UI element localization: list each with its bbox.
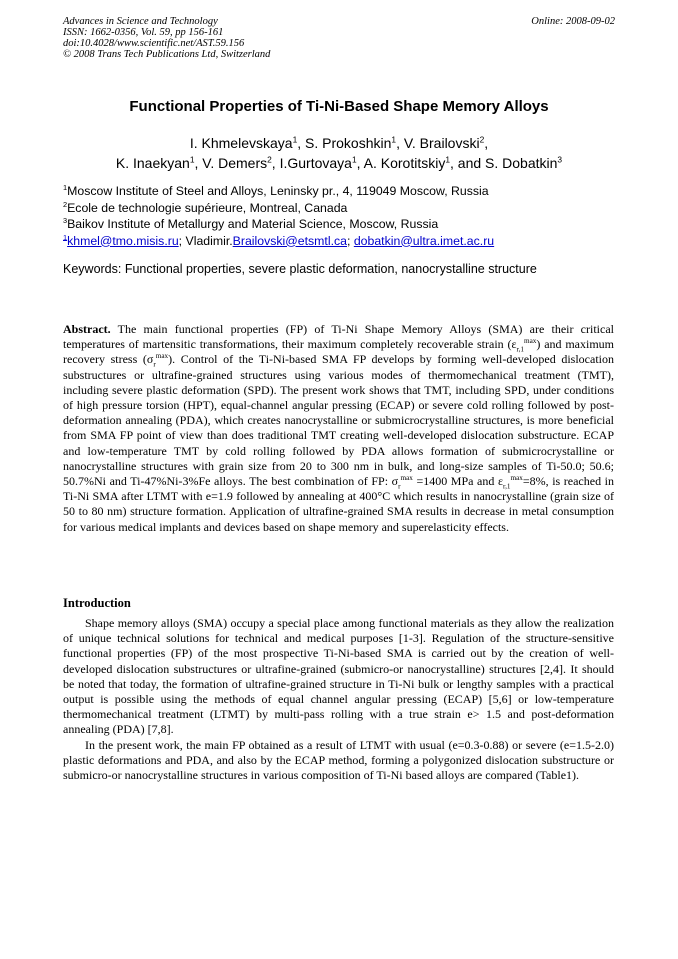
paper-title: Functional Properties of Ti-Ni-Based Shape Memory Alloys xyxy=(129,98,549,115)
journal-header xyxy=(63,16,615,60)
email-line: $^1$khmel@tmo.misis.ru; Vladimir.Brailovski@etsmtl.ca; dobatkin@ultra.imet.ac.ru xyxy=(63,232,495,248)
paragraph: In the present work, the main FP obtained as a result of LTMT with usual (e=0.3-0.88) or severe (e=1.5-2.0) plastic deformations and PDA, and also by the ECAP method, forming a polygonized dislocation substructure or submicro-or nanocrystalline structures in various composition of Ti-Ni based alloys are compared (Table1). xyxy=(63,737,614,783)
copyright-line: © 2008 Trans Tech Publications Ltd, Switzerland xyxy=(63,49,271,60)
doi-line: doi:10.4028/www.scientific.net/AST.59.156 xyxy=(63,38,245,49)
author: I. Khmelevskaya xyxy=(189,135,293,151)
author-affiliation-mark: 1 xyxy=(445,154,451,165)
journal-name: Advances in Science and Technology xyxy=(63,16,218,27)
author: V. Demers xyxy=(202,155,268,171)
author-affiliation-mark: 3 xyxy=(557,154,563,165)
author-affiliation-mark: 2 xyxy=(479,134,485,145)
author: I.Gurtovaya xyxy=(279,155,352,171)
abstract-label: Abstract. xyxy=(63,322,111,336)
abstract: Abstract. The main functional properties (FP) of Ti-Ni Shape Memory Alloys (SMA) are their critical temperatures of martensitic transformations, their maximum completely recoverable strain $(\varepsilon_{r,1}^{max})$ and maximum recovery stress $(\sigma_r^{max})$. Control of the Ti-Ni-based SMA FP develops by forming well-developed dislocation substructures or ultrafine-grained structures using various modes of thermomechanical treatment (TMT), including severe plastic deformation (SPD). The present work shows that TMT, including SPD, under conditions of high pressure torsion (HPT), equal-channel angular pressing (ECAP) or severe cold rolling followed by post-deformation annealing (PDA), which creates nanocrystalline or submicrocrystalline structures, is more beneficial from SMA FP point of view than does traditional TMT creating well-developed dislocation substructure. ECAP and low-temperature TMT by cold rolling followed by PDA allows formation of submicrocrystalline or nanocrystalline structures with grain size from 20 to 300 nm in bulk, and long-size samples of Ti-50.0; 50.6; 50.7%Ni and Ti-47%Ni-3%Fe alloys. The best combination of FP: $\sigma_r^{max} =1400$ MPa and $\varepsilon_{r,1}^{max}=8\%$, is reached in Ti-Ni SMA after LTMT with e=1.9 followed by annealing at 400°C which results in nanocrystalline (grain size of 50 to 80 nm) structure formation. Application of ultrafine-grained SMA results in decrease in metal consumption for various medical implants and devices based on shape memory and superelasticity effects. xyxy=(63,322,614,534)
section-heading-introduction: Introduction xyxy=(63,596,131,610)
author: A. Korotitskiy xyxy=(363,155,446,171)
introduction-body xyxy=(63,616,614,783)
author-affiliation-mark: 1 xyxy=(292,134,298,145)
author-affiliation-mark: 1 xyxy=(189,154,195,165)
keywords: Keywords: Functional properties, severe plastic deformation, nanocrystalline structure xyxy=(63,262,537,276)
author-affiliation-mark: 2 xyxy=(267,154,272,165)
issn-line: ISSN: 1662-0356, Vol. 59, pp 156-161 xyxy=(63,27,224,38)
affiliations xyxy=(63,183,623,249)
paragraph: Shape memory alloys (SMA) occupy a special place among functional materials as they allow the realization of unique technical solutions for technical and medical purposes [1-3]. Regulation of the structure-sensitive functional properties (FP) of the most prospective Ti-Ni-based SMA is carried out by the creation of well-developed dislocation substructures or ultrafine-grained (submicro-or nanocrystalline) structures [2,4]. It should be noted that today, the formation of ultrafine-grained structure in Ti-Ni bulk or lengthy samples with a practical output is possible using the methods of equal channel angular pressing (ECAP) [5,6] or low-temperature thermomechanical treatment (LTMT) by multi-pass rolling with a true strain e> 1.5 and post-deformation annealing (PDA) [7,8]. xyxy=(63,616,614,737)
author-list: I. Khmelevskaya$^1$, S. Prokoshkin$^1$, V. Brailovski$^2$, K. Inaekyan$^1$, V. Demers$^2$, I.Gurtovaya$^1$, A. Korotitskiy$^1$, and S. Dobatkin$^3$ xyxy=(115,134,563,171)
author: S. Dobatkin xyxy=(485,155,558,171)
author: S. Prokoshkin xyxy=(305,135,392,151)
affiliation-item: $^3$Baikov Institute of Metallurgy and Material Science, Moscow, Russia xyxy=(63,215,439,231)
author: V. Brailovski xyxy=(403,135,480,151)
author-affiliation-mark: 1 xyxy=(351,154,357,165)
author-affiliation-mark: 1 xyxy=(391,134,397,145)
email-link-dobatkin[interactable]: dobatkin@ultra.imet.ac.ru xyxy=(353,233,495,248)
email-link-khmel[interactable]: khmel@tmo.misis.ru xyxy=(67,233,179,248)
online-date: Online: 2008-09-02 xyxy=(531,16,615,27)
affiliation-item: $^2$Ecole de technologie supérieure, Montreal, Canada xyxy=(63,199,348,215)
email-link-brailovski[interactable]: Brailovski@etsmtl.ca xyxy=(232,233,347,248)
affiliation-item: $^1$Moscow Institute of Steel and Alloys, Leninsky pr., 4, 119049 Moscow, Russia xyxy=(63,182,489,198)
author: K. Inaekyan xyxy=(115,155,190,171)
